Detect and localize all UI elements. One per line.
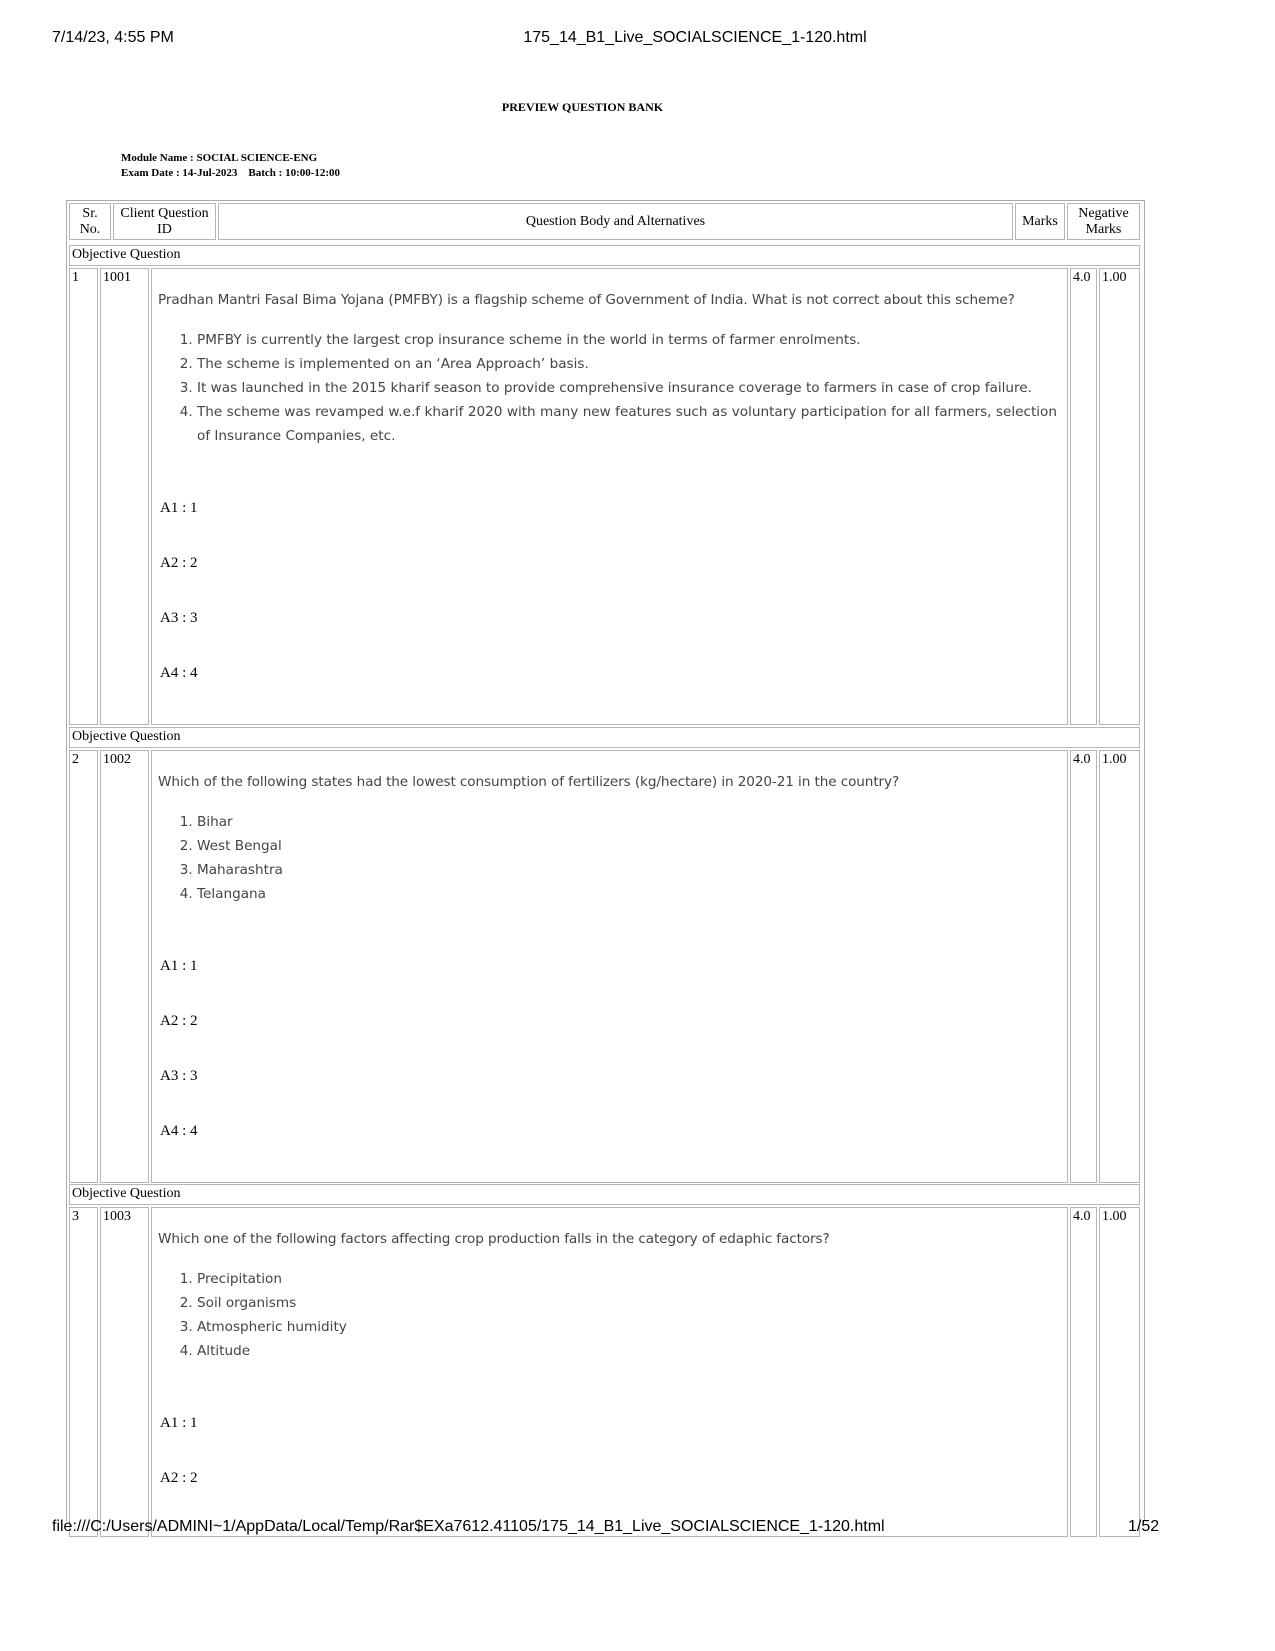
section-label: Objective Question [69,1184,1140,1205]
negative-marks: 1.00 [1099,1207,1140,1537]
sr-no: 1 [69,268,98,725]
section-row [67,1182,1142,1207]
alternatives [154,958,1065,1178]
col-marks: Marks [1015,203,1065,240]
alternatives [154,1415,1065,1525]
print-page-number: 1/52 [1128,1518,1160,1535]
question-body [151,750,1068,1183]
module-name: Module Name : SOCIAL SCIENCE-ENG [121,152,318,164]
print-path: file:///C:/Users/ADMINI~1/AppData/Local/Temp/Rar$EXa7612.41105/175_14_B1_Live_SOCIALSCIENCE_1-120.html [52,1518,885,1535]
question-body [151,268,1068,725]
question-row [67,748,1142,1185]
alternative-item: A1 : 1 [160,500,198,516]
option-item: 2. West Bengal [197,834,1065,858]
options-list [154,810,1065,906]
alternative-item: A2 : 2 [160,1013,198,1029]
print-datetime: 7/14/23, 4:55 PM [52,29,174,46]
option-item: 4. Telangana [197,882,1065,906]
option-item: 2. The scheme is implemented on an ‘Area Approach’ basis. [197,352,1065,376]
alternative-item: A4 : 4 [160,665,198,681]
question-id: 1002 [100,750,149,1183]
option-item: 2. Soil organisms [197,1291,1065,1315]
alternative-item: A2 : 2 [160,555,198,571]
question-text: Which one of the following factors affecting crop production falls in the category of edaphic factors? [158,1231,830,1247]
negative-marks: 1.00 [1099,750,1140,1183]
alternative-item: A3 : 3 [160,1068,198,1084]
alternative-item: A4 : 4 [160,1123,198,1139]
marks: 4.0 [1070,268,1097,725]
exam-info: Exam Date : 14-Jul-2023 Batch : 10:00-12:00 [121,167,341,179]
marks: 4.0 [1070,750,1097,1183]
negative-marks: 1.00 [1099,268,1140,725]
sr-no: 2 [69,750,98,1183]
col-body: Question Body and Alternatives [218,203,1013,240]
question-id: 1003 [100,1207,149,1537]
alternative-item: A1 : 1 [160,1415,198,1431]
section-label: Objective Question [69,245,1140,266]
section-row [67,243,1142,268]
option-item: 4. Altitude [197,1339,1065,1363]
marks: 4.0 [1070,1207,1097,1537]
option-item: 1. Bihar [197,810,1065,834]
sr-no: 3 [69,1207,98,1537]
col-sr: Sr. No. [69,203,111,240]
option-item: 1. PMFBY is currently the largest crop insurance scheme in the world in terms of farmer enrolments. [197,328,1065,352]
alternative-item: A3 : 3 [160,610,198,626]
options-list [154,328,1065,448]
option-item: 1. Precipitation [197,1267,1065,1291]
section-label: Objective Question [69,727,1140,748]
page-title: PREVIEW QUESTION BANK [501,100,664,114]
question-text: Pradhan Mantri Fasal Bima Yojana (PMFBY) is a flagship scheme of Government of India. What is not correct about this scheme? [158,292,1015,308]
question-body [151,1207,1068,1537]
alternatives [154,500,1065,720]
option-item: 3. Atmospheric humidity [197,1315,1065,1339]
alternative-item: A2 : 2 [160,1470,198,1486]
print-filename: 175_14_B1_Live_SOCIALSCIENCE_1-120.html [523,29,867,46]
alternative-item: A1 : 1 [160,958,198,974]
question-text: Which of the following states had the lowest consumption of fertilizers (kg/hectare) in 2020-21 in the country? [158,774,900,790]
option-item: 3. Maharashtra [197,858,1065,882]
section-row [67,725,1142,750]
question-row [67,266,1142,727]
question-id: 1001 [100,268,149,725]
options-list [154,1267,1065,1363]
option-item: 4. The scheme was revamped w.e.f kharif 2020 with many new features such as voluntary participation for all farmers, selection of Insurance Companies, etc. [197,400,1065,448]
col-cqid: Client Question ID [113,203,216,240]
option-item: 3. It was launched in the 2015 kharif season to provide comprehensive insurance coverage to farmers in case of crop failure. [197,376,1065,400]
col-neg: Negative Marks [1067,203,1140,240]
table-header [67,201,1142,242]
question-row [67,1205,1142,1539]
